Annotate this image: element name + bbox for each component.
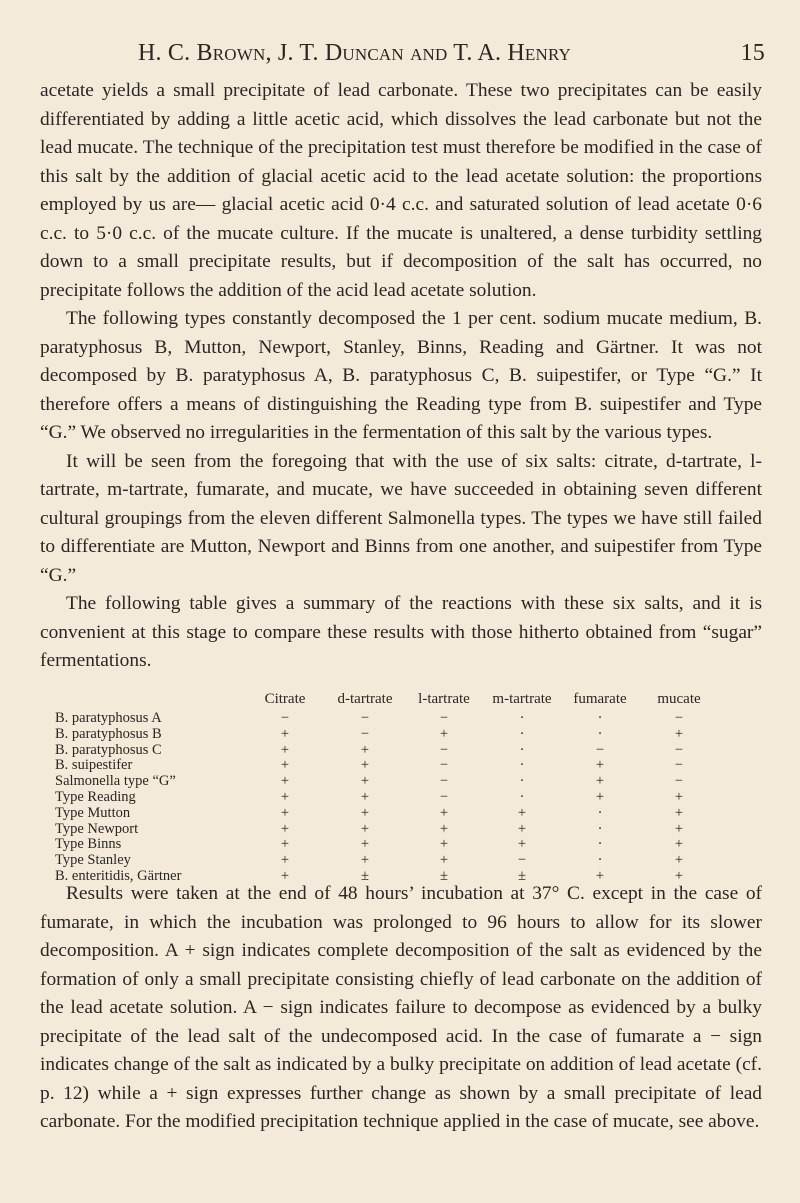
row-label: B. paratyphosus C (55, 741, 162, 758)
reaction-cell: + (360, 788, 370, 805)
reaction-cell: · (597, 820, 603, 837)
reaction-cell: + (280, 741, 290, 758)
reaction-cell: − (280, 710, 290, 726)
reaction-cell: + (439, 725, 449, 742)
reaction-cell: − (360, 725, 370, 742)
reaction-cell: + (439, 804, 449, 821)
reaction-cell: + (517, 820, 527, 837)
page-number: 15 (740, 40, 765, 66)
paragraph: Results were taken at the end of 48 hours’ incubation at 37° C. except in the case of fumarate, in which the incubation was prolonged to 96 hours to allow for its slower decomposition. A + sign indicates complete decomposition of the salt as evidenced by the formation of only a small precipitate consisting chiefly of lead carbonate on the addition of the lead acetate solution. A − sign indicates failure to decompose as evidenced by a bulky precipitate of the lead salt of the undecomposed acid. In the case of fumarate a − sign indicates change of the salt as indicated by a bulky precipitate on addition of lead acetate (cf. p. 12) while a + sign expresses further change as shown by a small precipitate of lead carbonate. For the modified precipitation technique applied in the case of mucate, see above. (40, 883, 762, 1132)
column-header: mucate (657, 691, 701, 707)
author-part: T. A. H (447, 40, 525, 66)
reaction-cell: · (519, 710, 525, 726)
table-row (55, 853, 719, 869)
column-header: m-tartrate (492, 691, 552, 707)
reaction-cell: ± (440, 867, 448, 884)
reaction-cell: · (519, 741, 525, 758)
reaction-cell: · (519, 757, 525, 774)
author-part: enry (524, 40, 572, 66)
reaction-cell: − (674, 757, 684, 774)
reaction-cell: − (439, 710, 449, 726)
reaction-cell: · (519, 725, 525, 742)
reaction-cell: ± (361, 867, 369, 884)
reaction-cell: + (280, 852, 290, 869)
row-label: Type Stanley (55, 852, 131, 869)
table-row (55, 758, 719, 774)
authors (138, 40, 571, 67)
row-label: Type Reading (55, 788, 136, 805)
table-row (55, 711, 719, 727)
paragraph: The following table gives a summary of the reactions with these six salts, and it is convenient at this stage to compare these results with those hitherto obtained from “sugar” fermentations. (40, 593, 762, 671)
table-row (55, 790, 719, 806)
author-part: , J. T. D (265, 40, 343, 66)
reaction-cell: · (597, 836, 603, 853)
reaction-cell: − (360, 710, 370, 726)
reaction-cell: · (597, 710, 603, 726)
reaction-cell: + (360, 836, 370, 853)
row-label: B. paratyphosus A (55, 710, 162, 726)
reaction-cell: + (517, 804, 527, 821)
reaction-cell: − (674, 741, 684, 758)
reaction-cell: · (597, 852, 603, 869)
table-row (55, 822, 719, 838)
reaction-cell: + (674, 788, 684, 805)
reaction-cell: − (439, 773, 449, 790)
reaction-cell: + (595, 867, 605, 884)
reaction-cell: − (439, 757, 449, 774)
table-row (55, 743, 719, 759)
paragraph: The following types constantly decomposed the 1 per cent. sodium mucate medium, B. paratyphosus B, Mutton, Newport, Stanley, Binns, Reading and Gärtner. It was not decomposed by B. paratyphosus A, B. paratyphosus C, B. suipestifer, or Type “G.” It therefore offers a means of distinguishing the Reading type from B. suipestifer and Type “G.” We observed no irregularities in the fermentation of this salt by the various types. (40, 308, 762, 443)
reaction-cell: + (439, 836, 449, 853)
reaction-cell: · (597, 725, 603, 742)
author-part: uncan and (342, 40, 448, 66)
reaction-cell: + (360, 773, 370, 790)
paragraph: acetate yields a small precipitate of lead carbonate. These two precipitates can be easily differentiated by adding a little acetic acid, which dissolves the lead carbonate but not the lead mucate. The technique of the precipitation test must therefore be modified in the case of this salt by the addition of glacial acetic acid to the lead acetate solution: the proportions employed by us are— glacial acetic acid 0·4 c.c. and saturated solution of lead acetate 0·6 c.c. to 5·0 c.c. of the mucate culture. If the mucate is unaltered, a dense turbidity settling down to a small precipitate results, but if decomposition of the salt has occurred, no precipitate follows the addition of the acid lead acetate solution. (40, 80, 762, 301)
reaction-cell: + (280, 804, 290, 821)
reaction-cell: + (360, 757, 370, 774)
column-header: l-tartrate (418, 691, 470, 707)
table-row (55, 727, 719, 743)
row-label: B. paratyphosus B (55, 725, 162, 742)
reaction-cell: − (439, 788, 449, 805)
row-label: Type Mutton (55, 804, 131, 821)
reaction-cell: + (674, 867, 684, 884)
row-label: B. suipestifer (55, 757, 133, 774)
explanation-text (40, 880, 762, 1137)
reaction-cell: + (280, 725, 290, 742)
reaction-cell: + (674, 836, 684, 853)
reaction-cell: + (280, 820, 290, 837)
reaction-cell: + (280, 757, 290, 774)
table-row (55, 774, 719, 790)
reaction-cell: + (360, 820, 370, 837)
column-header: d-tartrate (337, 691, 393, 707)
reaction-cell: + (595, 773, 605, 790)
paragraph: It will be seen from the foregoing that with the use of six salts: citrate, d-tartrate, l-tartrate, m-tartrate, fumarate, and mucate, we have succeeded in obtaining seven different cultural groupings from the eleven different Salmonella types. The types we have still failed to differentiate are Mutton, Newport and Binns from one another, and suipestifer from Type “G.” (40, 450, 762, 586)
reaction-cell: − (595, 741, 605, 758)
reaction-cell: + (360, 804, 370, 821)
table-header-row (55, 691, 719, 711)
table-row (55, 806, 719, 822)
reaction-cell: + (674, 820, 684, 837)
row-label: Type Binns (55, 836, 122, 853)
author-part: H. C. B (138, 40, 213, 66)
row-label: Salmonella type “G” (55, 773, 176, 790)
reaction-cell: − (674, 773, 684, 790)
reaction-cell: + (595, 757, 605, 774)
table-row (55, 837, 719, 853)
results-table (55, 691, 719, 885)
reaction-cell: − (674, 710, 684, 726)
reaction-cell: + (439, 852, 449, 869)
reaction-cell: · (597, 804, 603, 821)
reaction-cell: + (280, 788, 290, 805)
row-label: Type Newport (55, 820, 139, 837)
reaction-cell: + (674, 852, 684, 869)
author-part: rown (212, 40, 266, 66)
reaction-cell: + (439, 820, 449, 837)
reaction-cell: ± (518, 867, 526, 884)
reaction-cell: + (595, 788, 605, 805)
reaction-cell: + (360, 852, 370, 869)
reaction-cell: · (519, 773, 525, 790)
reaction-cell: + (280, 867, 290, 884)
reaction-cell: + (360, 741, 370, 758)
reaction-cell: − (517, 852, 527, 869)
reaction-cell: + (280, 773, 290, 790)
reaction-cell: + (674, 804, 684, 821)
reaction-cell: − (439, 741, 449, 758)
reaction-cell: + (517, 836, 527, 853)
reaction-cell: · (519, 788, 525, 805)
reaction-cell: + (674, 725, 684, 742)
row-label-header (55, 691, 245, 711)
row-label: B. enteritidis, Gärtner (55, 867, 182, 884)
column-header: fumarate (573, 691, 627, 707)
body-text (40, 77, 762, 676)
reaction-cell: + (280, 836, 290, 853)
column-header: Citrate (264, 691, 306, 707)
